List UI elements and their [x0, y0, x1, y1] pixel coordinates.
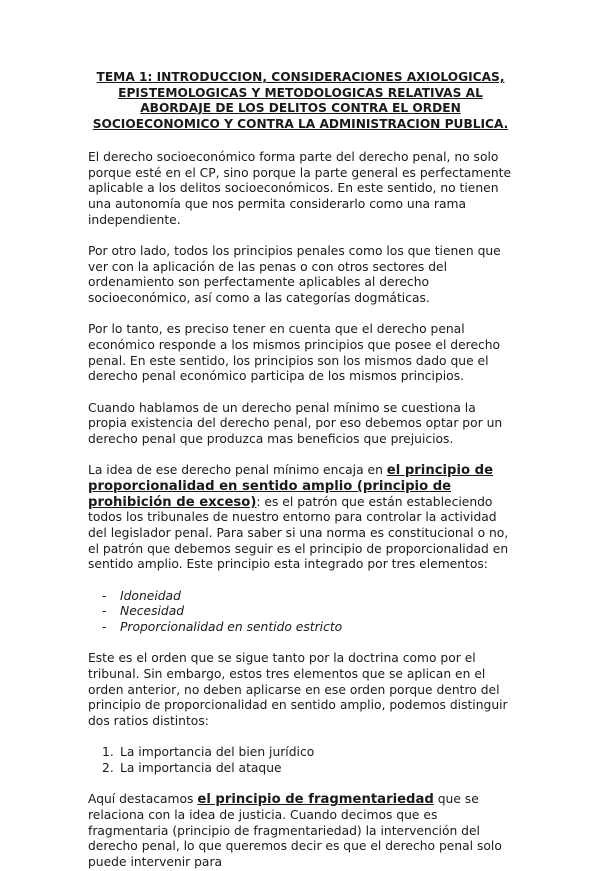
document-title	[88, 70, 513, 132]
title-line-3: ABORDAJE DE LOS DELITOS CONTRA EL ORDEN	[140, 101, 461, 115]
title-line-1: TEMA 1: INTRODUCCION, CONSIDERACIONES AXIOLOGICAS,	[96, 70, 505, 84]
list-item: - Idoneidad	[102, 589, 513, 605]
list-item: - Proporcionalidad en sentido estricto	[102, 620, 513, 636]
title-line-2: EPISTEMOLOGICAS Y METODOLOGICAS RELATIVAS AL	[118, 85, 483, 100]
paragraph-2: Por otro lado, todos los principios penales como los que tienen que ver con la aplicación de las penas o con otros sectores del ordenamiento son perfectamente aplicables al derecho socioeconómico, así como a las categorías dogmáticas.	[88, 244, 501, 306]
proportionality-principle-heading: el principio de proporcionalidad en sentido amplio (principio de prohibición de exceso)	[88, 463, 494, 510]
paragraph-4: Cuando hablamos de un derecho penal mínimo se cuestiona la propia existencia del derecho penal, por eso debemos optar por un derecho penal que produzca mas beneficios que prejuicios.	[88, 400, 503, 447]
list-item	[102, 745, 513, 761]
list-item	[102, 761, 513, 777]
elements-list	[102, 589, 513, 636]
paragraph-7-intro: Aquí destacamos	[88, 792, 198, 807]
paragraph-5	[88, 463, 513, 573]
paragraph-1: El derecho socioeconómico forma parte del derecho penal, no solo porque esté en el CP, sino porque la parte general es perfectamente aplicable a los delitos socioeconómicos. En este sentido, no tienen una autonomía que nos permita considerarlo como una rama independiente.	[88, 150, 512, 227]
title-line-4: SOCIOECONOMICO Y CONTRA LA ADMINISTRACION PUBLICA.	[92, 116, 509, 131]
ratios-list	[102, 745, 513, 776]
list-number: 1.	[102, 745, 114, 760]
paragraph-6: Este es el orden que se sigue tanto por la doctrina como por el tribunal. Sin embargo, estos tres elementos que se aplican en el orden anterior, no deben aplicarse en ese orden porque dentro del principio de proporcionalidad en sentido amplio, podemos distinguir dos ratios distintos:	[88, 651, 508, 729]
list-text: La importancia del bien jurídico	[120, 745, 315, 760]
paragraph-5-body: : es el patrón que están estableciendo todos los tribunales de nuestro entorno para controlar la actividad del legislador penal. Para saber si una norma es constitucional o no, el patrón que debemos seguir es el principio de proporcionalidad en sentido amplio. Este principio esta integrado por tres elementos:	[88, 494, 509, 572]
list-item: - Necesidad	[102, 604, 513, 620]
paragraph-5-intro: La idea de ese derecho penal mínimo encaja en	[88, 463, 387, 478]
paragraph-3: Por lo tanto, es preciso tener en cuenta que el derecho penal económico responde a los mismos principios que posee el derecho penal. En este sentido, los principios son los mismos dado que el derecho penal económico participa de los mismos principios.	[88, 322, 501, 384]
paragraph-7	[88, 792, 513, 871]
fragmentariness-principle-heading: el principio de fragmentariedad	[197, 792, 434, 808]
list-text: La importancia del ataque	[120, 761, 282, 775]
paragraph-7-body: que se relaciona con la idea de justicia. Cuando decimos que es fragmentaria (principio de fragmentariedad) la intervención del derecho penal, lo que queremos decir es que el derecho penal solo puede intervenir para	[88, 792, 502, 870]
list-number: 2.	[102, 761, 114, 775]
